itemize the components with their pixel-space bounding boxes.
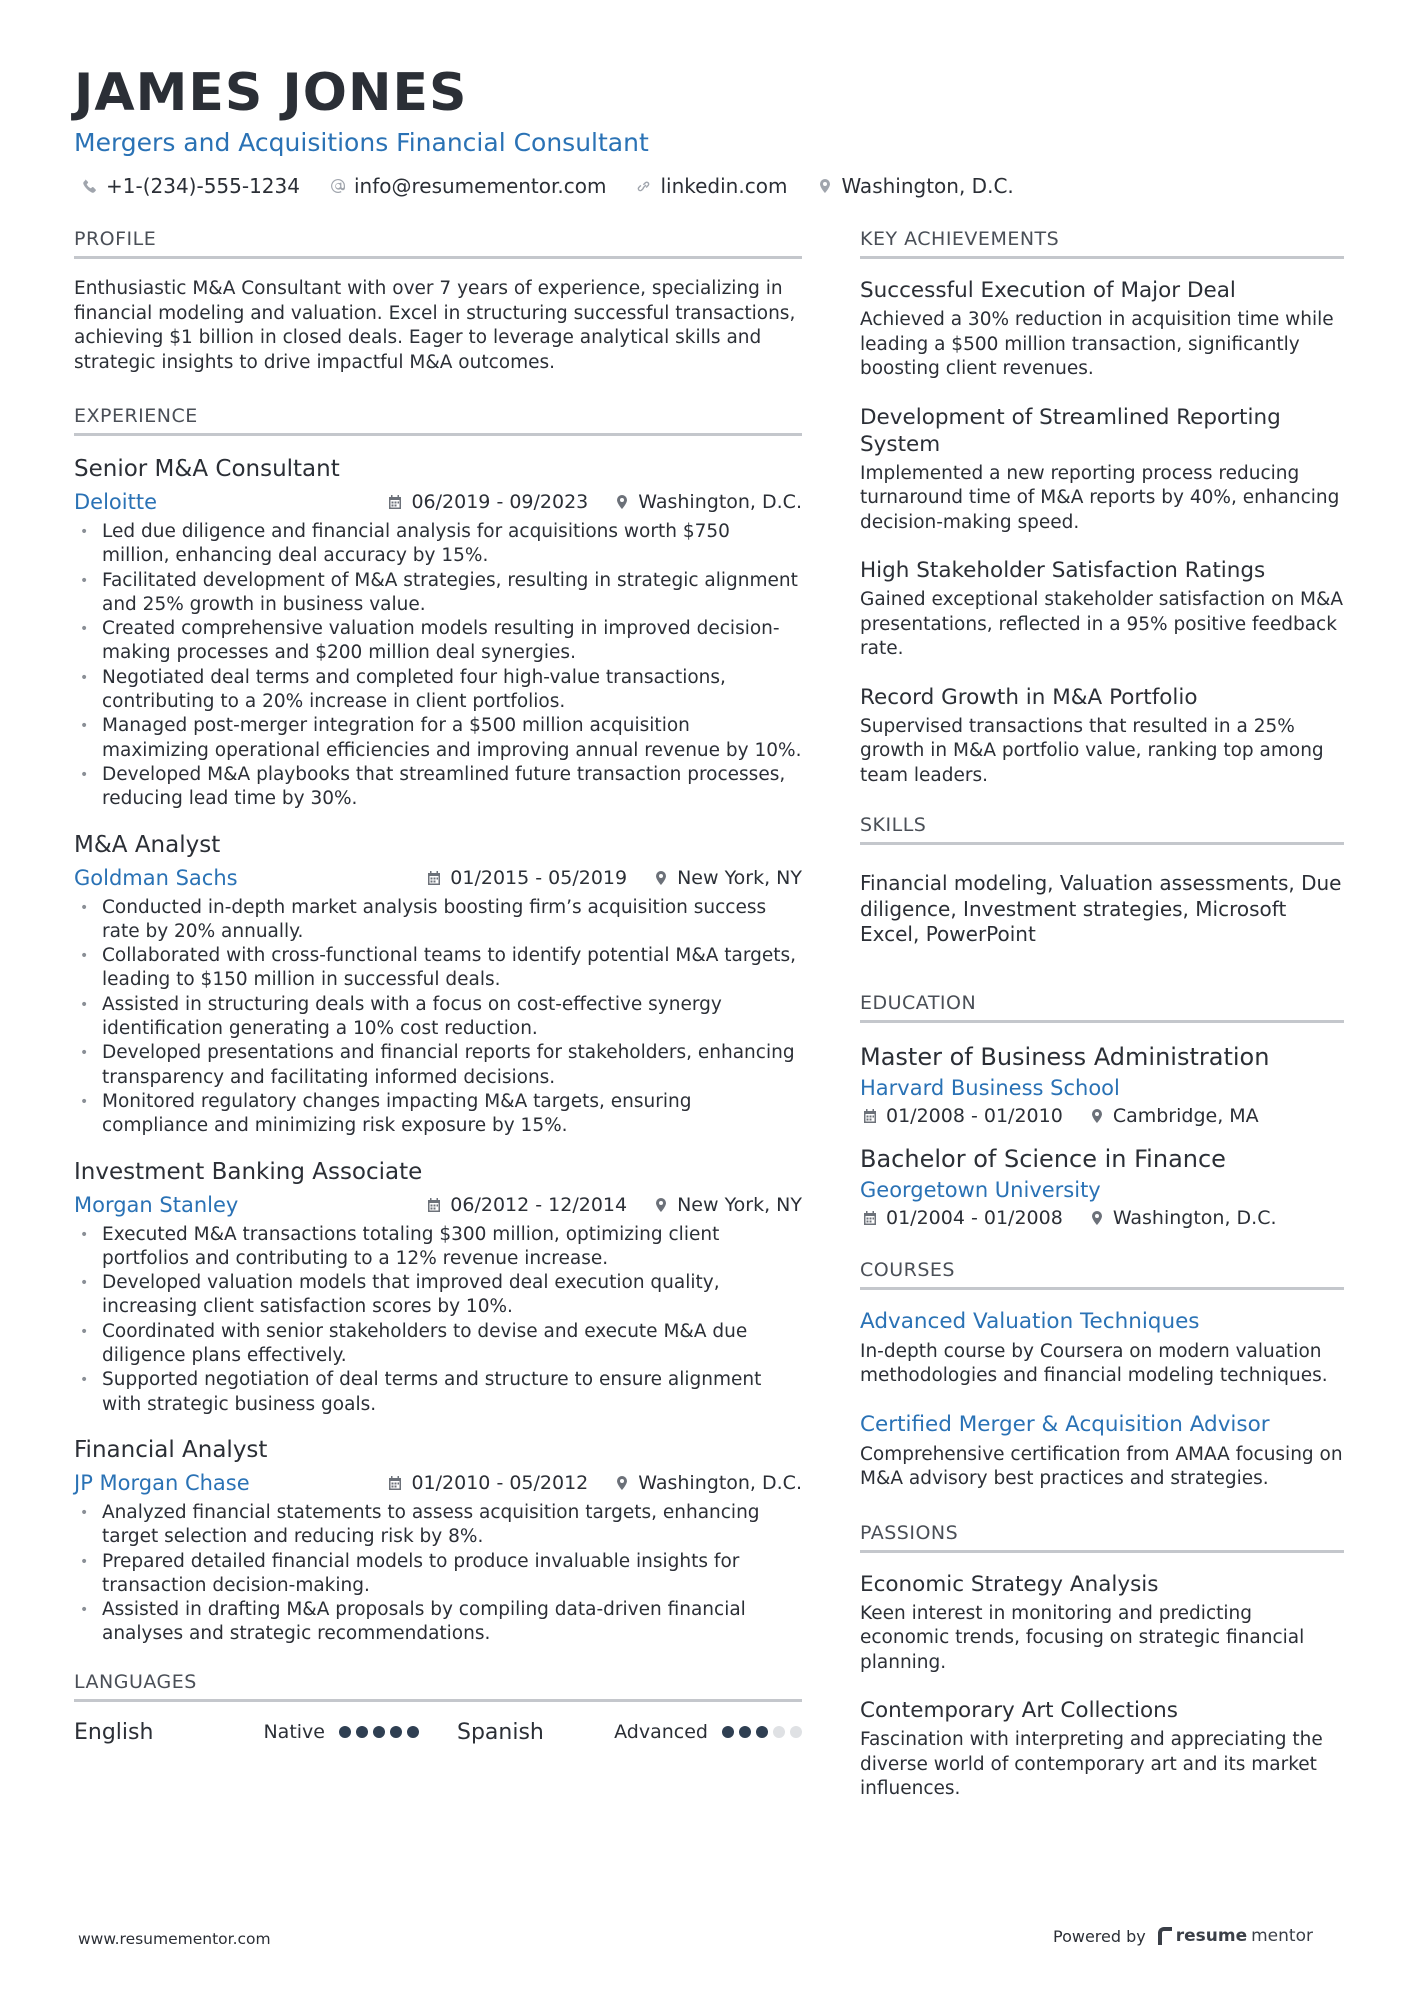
course-text: In-depth course by Coursera on modern valuation methodologies and financial modeling techniques.	[860, 1340, 1328, 1386]
rating-dot-filled	[339, 1726, 351, 1738]
achievement-text: Achieved a 30% reduction in acquisition time while leading a $500 million transaction, significantly boosting client revenues.	[860, 309, 1334, 379]
rating-dots	[339, 1726, 419, 1738]
achievement-text: Implemented a new reporting process reducing turnaround time of M&A reports by 40%, enhancing decision-making speed.	[860, 462, 1340, 533]
school-name: Georgetown University	[860, 1177, 1101, 1202]
bullet-item: • Led due diligence and financial analysis for acquisitions worth $750 million, enhancing deal accuracy by 15%.	[74, 520, 802, 569]
company-name: Morgan Stanley	[74, 1192, 239, 1217]
job-bullets	[74, 1223, 802, 1417]
education-location-text: Washington, D.C.	[1112, 1206, 1277, 1229]
passion-item	[860, 1697, 1344, 1802]
linkedin-text: linkedin.com	[660, 174, 788, 198]
bullet-item: • Monitored regulatory changes impacting M&A targets, ensuring compliance and minimizing risk exposure by 15%.	[74, 1090, 802, 1139]
job-title: Financial Analyst	[74, 1436, 268, 1463]
calendar-icon	[426, 870, 442, 886]
education-dates-text: 01/2008 - 01/2010	[886, 1104, 1063, 1127]
contact-row	[74, 174, 1344, 198]
job-location-text: Washington, D.C.	[638, 1471, 802, 1494]
job-location	[614, 1472, 802, 1494]
job-entry	[74, 454, 802, 812]
job-bullets	[74, 1501, 802, 1647]
footer-website[interactable]: www.resumementor.com	[78, 1930, 271, 1948]
brand-mark-icon	[1158, 1927, 1172, 1945]
language-item	[74, 1720, 419, 1745]
language-name: Spanish	[457, 1719, 544, 1745]
job-subheader	[74, 1191, 802, 1219]
course-title: Certified Merger & Acquisition Advisor	[860, 1411, 1270, 1437]
brand-bold: resume	[1175, 1926, 1248, 1946]
map-pin-icon	[817, 178, 833, 194]
company-name: JP Morgan Chase	[74, 1470, 250, 1495]
section-heading: PASSIONS	[860, 1522, 1344, 1553]
candidate-name: JAMES JONES	[74, 63, 468, 123]
job-dates	[426, 867, 627, 889]
company-name: Goldman Sachs	[74, 865, 238, 890]
right-column	[860, 228, 1344, 1832]
job-meta	[426, 867, 802, 889]
bullet-item: • Conducted in-depth market analysis boosting firm’s acquisition success rate by 20% annually.	[74, 896, 802, 945]
map-pin-icon	[1089, 1210, 1105, 1226]
passion-title: Contemporary Art Collections	[860, 1698, 1178, 1723]
section-heading: PROFILE	[74, 228, 802, 259]
brand-light: mentor	[1251, 1926, 1313, 1946]
job-meta	[426, 1194, 802, 1216]
contact-email[interactable]	[330, 174, 606, 198]
job-entry	[74, 830, 802, 1139]
language-level: Native	[263, 1721, 325, 1744]
job-dates-text: 06/2012 - 12/2014	[450, 1193, 628, 1216]
achievement-title: Development of Streamlined Reporting System	[860, 404, 1281, 457]
rating-dot-filled	[373, 1726, 385, 1738]
courses-section	[860, 1259, 1344, 1492]
brand-logo[interactable]	[1158, 1926, 1313, 1946]
job-subheader	[74, 1469, 802, 1497]
education-location	[1089, 1105, 1259, 1127]
course-item	[860, 1411, 1344, 1492]
education-item	[860, 1143, 1344, 1229]
powered-by-label: Powered by	[1053, 1926, 1146, 1946]
achievement-text: Supervised transactions that resulted in a 25% growth in M&A portfolio value, ranking top among team leaders.	[860, 715, 1324, 786]
education-meta	[860, 1105, 1344, 1127]
school-name: Harvard Business School	[860, 1075, 1120, 1100]
education-location	[1089, 1207, 1277, 1229]
language-proficiency	[263, 1721, 419, 1743]
achievement-title: Successful Execution of Major Deal	[860, 278, 1236, 303]
job-title: M&A Analyst	[74, 831, 221, 858]
map-pin-icon	[614, 1475, 630, 1491]
job-bullets	[74, 520, 802, 812]
location-text: Washington, D.C.	[841, 174, 1014, 198]
calendar-icon	[387, 1475, 403, 1491]
passion-item	[860, 1571, 1344, 1676]
at-icon	[330, 178, 346, 194]
education-meta	[860, 1207, 1344, 1229]
skills-section	[860, 814, 1344, 948]
achievement-title: Record Growth in M&A Portfolio	[860, 684, 1198, 710]
language-level: Advanced	[614, 1721, 708, 1744]
footer-powered-by	[1053, 1926, 1313, 1946]
bullet-item: • Managed post-merger integration for a $500 million acquisition maximizing operational efficiencies and improving annual revenue by 10%.	[74, 714, 802, 763]
rating-dot-filled	[407, 1726, 419, 1738]
email-text: info@resumementor.com	[353, 174, 607, 198]
job-location	[614, 491, 802, 513]
bullet-item: • Prepared detailed financial models to produce invaluable insights for transaction decision-making.	[74, 1550, 802, 1599]
education-item	[860, 1041, 1344, 1127]
profile-section	[74, 228, 802, 375]
section-heading: KEY ACHIEVEMENTS	[860, 228, 1344, 259]
bullet-item: • Developed valuation models that improved deal execution quality, increasing client satisfaction scores by 10%.	[74, 1271, 802, 1320]
map-pin-icon	[653, 870, 669, 886]
languages-row	[74, 1720, 802, 1745]
section-heading: EDUCATION	[860, 992, 1344, 1023]
rating-dot-filled	[390, 1726, 402, 1738]
bullet-item: • Supported negotiation of deal terms and structure to ensure alignment with strategic business goals.	[74, 1368, 802, 1417]
job-dates-text: 06/2019 - 09/2023	[411, 491, 589, 513]
map-pin-icon	[614, 494, 630, 510]
job-entry	[74, 1435, 802, 1647]
job-meta	[387, 491, 802, 513]
contact-phone[interactable]	[82, 174, 300, 198]
passion-text: Fascination with interpreting and appreciating the diverse world of contemporary art and its market influences.	[860, 1729, 1323, 1799]
job-location-text: New York, NY	[677, 866, 802, 889]
language-item	[457, 1720, 802, 1745]
job-title: Senior M&A Consultant	[74, 456, 340, 482]
link-icon	[636, 178, 652, 194]
passions-section	[860, 1522, 1344, 1802]
section-heading: LANGUAGES	[74, 1671, 802, 1702]
rating-dot-empty	[773, 1726, 785, 1738]
bullet-item: • Executed M&A transactions totaling $300 million, optimizing client portfolios and contributing to a 12% revenue increase.	[74, 1223, 802, 1272]
job-dates-text: 01/2015 - 05/2019	[450, 866, 628, 889]
map-pin-icon	[1089, 1108, 1105, 1124]
rating-dot-filled	[356, 1726, 368, 1738]
phone-text: +1-(234)-555-1234	[106, 174, 300, 198]
resume-header	[74, 60, 1344, 198]
bullet-item: • Collaborated with cross-functional teams to identify potential M&A targets, leading to $150 million in successful deals.	[74, 944, 802, 993]
left-column	[74, 228, 802, 1775]
company-name: Deloitte	[74, 490, 157, 514]
rating-dot-filled	[756, 1726, 768, 1738]
education-location-text: Cambridge, MA	[1112, 1104, 1259, 1127]
bullet-item: • Analyzed financial statements to assess acquisition targets, enhancing target selection and reducing risk by 8%.	[74, 1501, 802, 1550]
achievement-item	[860, 684, 1344, 789]
achievement-title: High Stakeholder Satisfaction Ratings	[860, 558, 1266, 583]
bullet-item: • Negotiated deal terms and completed four high-value transactions, contributing to a 20% increase in client portfolios.	[74, 666, 802, 715]
contact-linkedin[interactable]	[636, 174, 787, 198]
job-subheader	[74, 488, 802, 516]
job-dates	[387, 1472, 588, 1494]
skills-text: Financial modeling, Valuation assessments, Due diligence, Investment strategies, Microsoft Excel, PowerPoint	[860, 871, 1342, 946]
education-section	[860, 992, 1344, 1229]
job-location	[653, 1194, 802, 1216]
section-heading: COURSES	[860, 1259, 1344, 1290]
job-location	[653, 867, 802, 889]
calendar-icon	[862, 1108, 878, 1124]
bullet-item: • Assisted in structuring deals with a focus on cost-effective synergy identification generating a 10% cost reduction.	[74, 993, 802, 1042]
job-location-text: Washington, D.C.	[638, 491, 802, 513]
job-dates-text: 01/2010 - 05/2012	[411, 1471, 589, 1494]
language-proficiency	[614, 1721, 802, 1743]
education-dates-text: 01/2004 - 01/2008	[886, 1206, 1063, 1229]
languages-section	[74, 1671, 802, 1745]
rating-dot-filled	[722, 1726, 734, 1738]
achievement-text: Gained exceptional stakeholder satisfaction on M&A presentations, reflected in a 95% positive feedback rate.	[860, 589, 1344, 659]
rating-dots	[722, 1726, 802, 1738]
achievement-item	[860, 557, 1344, 662]
education-dates	[862, 1207, 1063, 1229]
job-meta	[387, 1472, 802, 1494]
section-heading: EXPERIENCE	[74, 405, 802, 436]
job-subheader	[74, 864, 802, 892]
bullet-item: • Developed presentations and financial reports for stakeholders, enhancing transparency and facilitating informed decisions.	[74, 1041, 802, 1090]
degree-title: Bachelor of Science in Finance	[860, 1144, 1226, 1173]
achievements-section	[860, 228, 1344, 788]
degree-title: Master of Business Administration	[860, 1042, 1270, 1071]
profile-text: Enthusiastic M&A Consultant with over 7 years of experience, specializing in financial modeling and valuation. Excel in structuring successful transactions, achieving $1 billion in closed deals. Eager to leverage analytical skills and strategic insights to drive impactful M&A outcomes.	[74, 278, 796, 373]
achievement-item	[860, 277, 1344, 382]
course-title: Advanced Valuation Techniques	[860, 1308, 1200, 1334]
job-bullets	[74, 896, 802, 1139]
course-item	[860, 1308, 1344, 1389]
job-location-text: New York, NY	[677, 1193, 802, 1216]
bullet-item: • Assisted in drafting M&A proposals by compiling data-driven financial analyses and strategic recommendations.	[74, 1598, 802, 1647]
candidate-title: Mergers and Acquisitions Financial Consultant	[74, 128, 649, 157]
bullet-item: • Coordinated with senior stakeholders to devise and execute M&A due diligence plans effectively.	[74, 1320, 802, 1369]
rating-dot-filled	[739, 1726, 751, 1738]
job-title: Investment Banking Associate	[74, 1158, 423, 1185]
achievement-item	[860, 404, 1344, 536]
section-heading: SKILLS	[860, 814, 1344, 845]
bullet-item: • Developed M&A playbooks that streamlined future transaction processes, reducing lead time by 30%.	[74, 763, 802, 812]
rating-dot-empty	[790, 1726, 802, 1738]
job-dates	[426, 1194, 627, 1216]
calendar-icon	[426, 1197, 442, 1213]
education-dates	[862, 1105, 1063, 1127]
map-pin-icon	[653, 1197, 669, 1213]
passion-text: Keen interest in monitoring and predicting economic trends, focusing on strategic financial planning.	[860, 1602, 1305, 1673]
bullet-item: • Created comprehensive valuation models resulting in improved decision-making processes and $200 million deal synergies.	[74, 617, 802, 666]
phone-icon	[82, 178, 98, 194]
calendar-icon	[387, 494, 403, 510]
calendar-icon	[862, 1210, 878, 1226]
job-dates	[387, 491, 588, 513]
language-name: English	[74, 1719, 154, 1745]
experience-section	[74, 405, 802, 1647]
course-text: Comprehensive certification from AMAA focusing on M&A advisory best practices and strategies.	[860, 1443, 1343, 1489]
job-entry	[74, 1157, 802, 1417]
passion-title: Economic Strategy Analysis	[860, 1571, 1159, 1597]
bullet-item: • Facilitated development of M&A strategies, resulting in strategic alignment and 25% growth in business value.	[74, 569, 802, 618]
contact-location	[817, 174, 1013, 198]
